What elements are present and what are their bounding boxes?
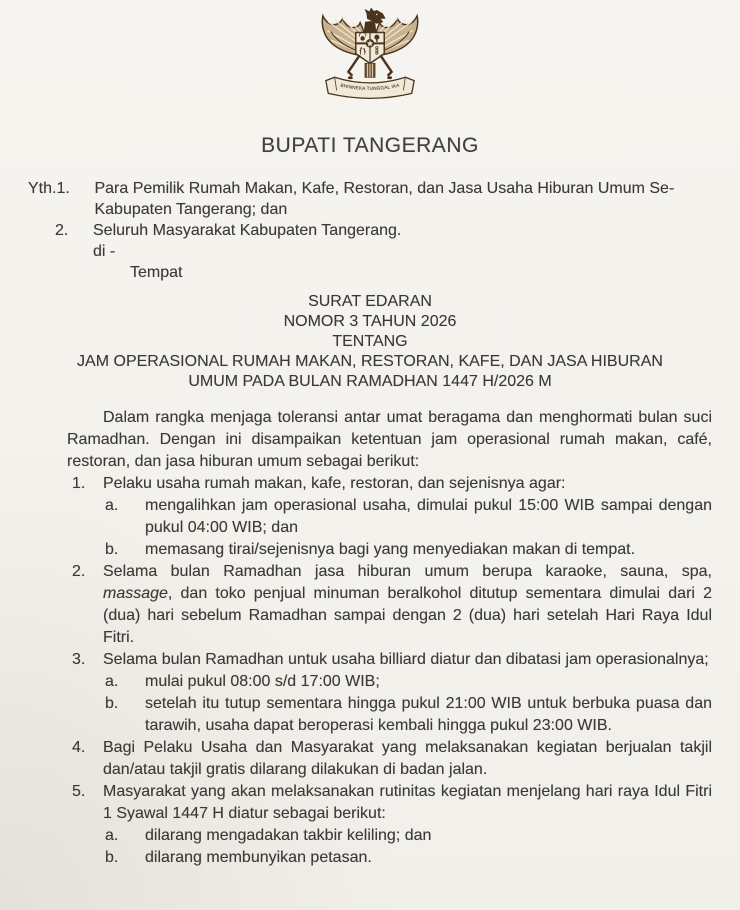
- sub-item-5b: [105, 847, 712, 869]
- sub-item-text: dilarang membunyikan petasan.: [145, 849, 372, 866]
- italic-word: massage: [103, 585, 168, 602]
- garuda-pancasila-emblem: [316, 6, 424, 118]
- letter-body: [67, 407, 712, 869]
- item-number: 5.: [72, 783, 86, 800]
- recipient-block: [28, 178, 715, 283]
- recipient-number: 1.: [56, 180, 70, 197]
- sub-item-text: mengalihkan jam operasional usaha, dimulai pukul 15:00 WIB sampai dengan pukul 04:00 WIB; dan: [145, 497, 712, 536]
- sub-item-letter: b.: [105, 849, 119, 866]
- document-type: SURAT EDARAN: [308, 293, 432, 310]
- about-label: TENTANG: [332, 333, 408, 350]
- sub-item-text: setelah itu tutup sementara hingga pukul 21:00 WIB untuk berbuka puasa dan tarawih, usaha dapat beroperasi kembali hingga pukul 23:00 WIB.: [145, 695, 712, 734]
- sub-item-letter: b.: [105, 541, 119, 558]
- sub-item-letter: b.: [105, 695, 119, 712]
- item-number: 3.: [72, 651, 86, 668]
- sub-item-text: memasang tirai/sejenisnya bagi yang menyediakan makan di tempat.: [145, 541, 636, 558]
- sub-item-3a: [105, 671, 712, 693]
- sub-item-letter: a.: [105, 827, 119, 844]
- item-number: 2.: [72, 563, 86, 580]
- sub-item-1b: [105, 539, 712, 561]
- item-text: Bagi Pelaku Usaha dan Masyarakat yang melaksanakan kegiatan berjualan takjil dan/atau takjil gratis dilarang dilakukan di badan jalan.: [103, 739, 712, 778]
- opening-paragraph: Dalam rangka menjaga toleransi antar umat beragama dan menghormati bulan suci Ramadhan. Dengan ini disampaikan ketentuan jam operasional rumah makan, café, restoran, dan jasa hiburan umum sebagai berikut:: [67, 409, 712, 470]
- recipient-place: Tempat: [130, 264, 183, 281]
- list-item-1: [67, 473, 712, 561]
- recipient-row-1: [28, 178, 715, 220]
- item-text: Selama bulan Ramadhan jasa hiburan umum berupa karaoke, sauna, spa,massage, dan toko penjual minuman beralkohol ditutup sementara dimulai dari 2 (dua) hari sebelum Ramadhan sampai dengan 2 (dua) hari setelah Hari Raya Idul Fitri.: [103, 563, 712, 646]
- sub-item-letter: a.: [105, 497, 119, 514]
- recipient-number: 2.: [55, 222, 69, 239]
- sub-item-text: dilarang mengadakan takbir keliling; dan: [145, 827, 432, 844]
- item-text: Masyarakat yang akan melaksanakan rutinitas kegiatan menjelang hari raya Idul Fitri 1 Syawal 1447 H diatur sebagai berikut:: [103, 783, 712, 822]
- item-text: Selama bulan Ramadhan untuk usaha billiard diatur dan dibatasi jam operasionalnya;: [103, 651, 709, 668]
- item-text: Pelaku usaha rumah makan, kafe, restoran, dan sejenisnya agar:: [103, 475, 566, 492]
- scanned-letter-page: [0, 6, 740, 910]
- recipient-at-label: di -: [93, 243, 116, 260]
- sub-item-text: mulai pukul 08:00 s/d 17:00 WIB;: [145, 673, 380, 690]
- sub-item-letter: a.: [105, 673, 119, 690]
- sub-item-5a: [105, 825, 712, 847]
- emblem-motto-text: BHINNEKA TUNGGAL IKA: [340, 82, 400, 91]
- subject-title: JAM OPERASIONAL RUMAH MAKAN, RESTORAN, KAFE, DAN JASA HIBURAN UMUM PADA BULAN RAMADHAN 1447 H/2026 M: [77, 353, 663, 390]
- item-number: 4.: [72, 739, 86, 756]
- sub-item-1a: [105, 495, 712, 539]
- letter-subject-block: [0, 292, 740, 392]
- recipient-text: Para Pemilik Rumah Makan, Kafe, Restoran, dan Jasa Usaha Hiburan Umum Se-Kabupaten Tangerang; dan: [94, 180, 675, 218]
- item-number: 1.: [72, 475, 86, 492]
- list-item-5: [67, 781, 712, 869]
- letterhead-authority-title: BUPATI TANGERANG: [261, 134, 479, 157]
- document-number: NOMOR 3 TAHUN 2026: [283, 313, 457, 330]
- recipient-row-2: [28, 220, 715, 241]
- recipient-salutation: Yth.: [28, 180, 57, 197]
- list-item-4: [67, 737, 712, 781]
- list-item-3: [67, 649, 712, 737]
- sub-item-3b: [105, 693, 712, 737]
- recipient-text: Seluruh Masyarakat Kabupaten Tangerang.: [93, 222, 402, 239]
- list-item-2: [67, 561, 712, 649]
